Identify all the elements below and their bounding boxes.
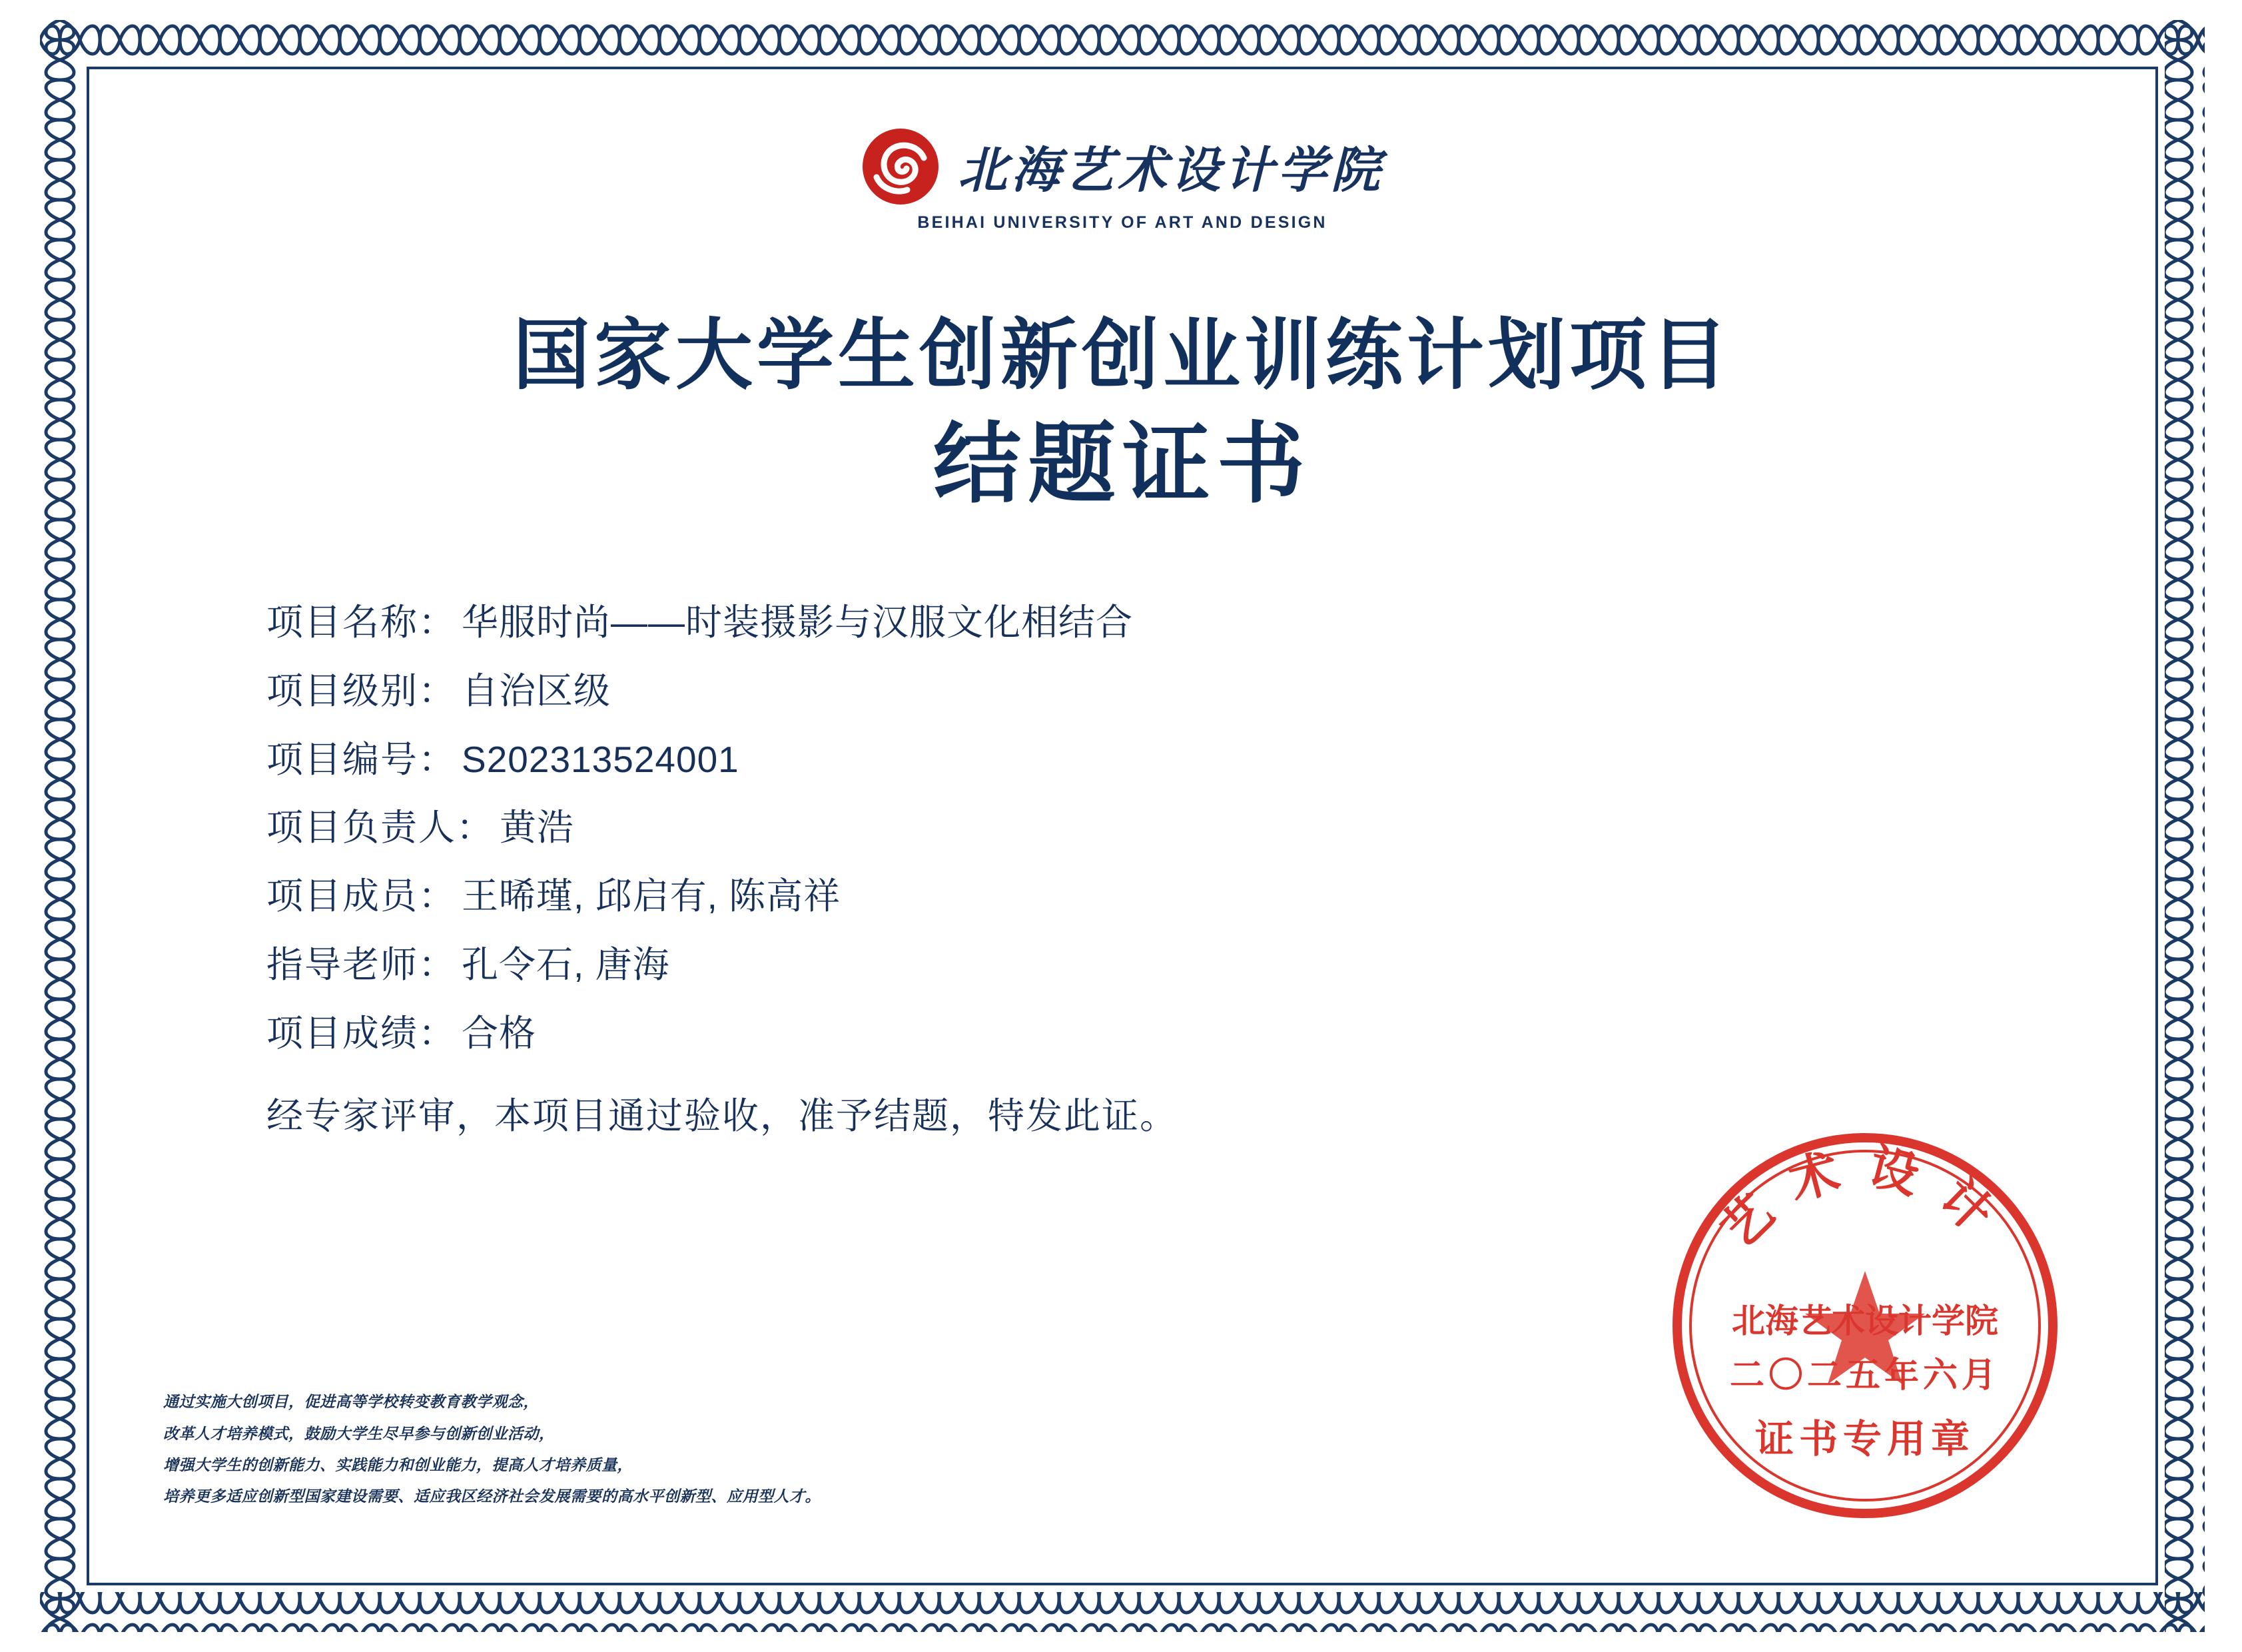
footer-note xyxy=(163,1386,821,1512)
field-row xyxy=(266,942,1865,988)
logo-name-cn: 北海艺术设计学院 xyxy=(958,144,1384,199)
field-value-project-name: 华服时尚——时装摄影与汉服文化相结合 xyxy=(462,602,1134,643)
logo-row xyxy=(861,127,1384,206)
field-label-advisors: 指导老师： xyxy=(266,943,457,985)
field-row xyxy=(266,873,1865,919)
footer-note-line: 改革人才培养模式，鼓励大学生尽早参与创新创业活动， xyxy=(163,1424,555,1442)
footer-note-line: 通过实施大创项目，促进高等学校转变教育教学观念， xyxy=(163,1393,539,1411)
field-label-project-level: 项目级别： xyxy=(266,669,457,711)
spiral-wave-logo-icon xyxy=(861,127,940,206)
field-value-project-level: 自治区级 xyxy=(462,669,611,711)
field-row xyxy=(266,737,1865,783)
seal-arc-text: 艺术设计 xyxy=(1711,1139,2019,1259)
field-value-project-leader: 黄浩 xyxy=(500,807,575,849)
field-row xyxy=(266,805,1865,851)
certificate-title-line2: 结题证书 xyxy=(933,416,1311,514)
institution-logo xyxy=(861,127,1384,232)
seal-center-line1: 北海艺术设计学院 xyxy=(1732,1302,1998,1340)
seal-center-line2: 二〇二五年六月 xyxy=(1729,1357,2001,1395)
footer-note-line: 增强大学生的创新能力、实践能力和创业能力，提高人才培养质量， xyxy=(163,1455,633,1473)
field-label-project-name: 项目名称： xyxy=(266,602,457,643)
certificate-statement: 经专家评审，本项目通过验收，准予结题，特发此证。 xyxy=(266,1095,1178,1137)
seal-bottom-text: 证书专用章 xyxy=(1754,1418,1976,1461)
field-row xyxy=(266,668,1865,714)
field-label-project-leader: 项目负责人： xyxy=(266,807,495,849)
svg-text:艺术设计 xyxy=(1712,1139,2019,1258)
field-row xyxy=(266,1011,1865,1056)
field-value-advisors: 孔令石, 唐海 xyxy=(462,943,670,985)
field-label-project-members: 项目成员： xyxy=(266,875,457,917)
fields-list xyxy=(266,600,1865,1139)
field-label-project-number: 项目编号： xyxy=(266,738,457,780)
official-seal xyxy=(1665,1126,2065,1525)
field-value-project-number: S202313524001 xyxy=(462,738,739,780)
logo-name-en: BEIHAI UNIVERSITY OF ART AND DESIGN xyxy=(917,213,1327,232)
field-value-grade: 合格 xyxy=(462,1012,537,1054)
field-row xyxy=(266,600,1865,645)
field-label-grade: 项目成绩： xyxy=(266,1012,457,1054)
field-value-project-members: 王晞瑾, 邱启有, 陈高祥 xyxy=(462,875,841,917)
footer-note-line: 培养更多适应创新型国家建设需要、适应我区经济社会发展需要的高水平创新型、应用型人才。 xyxy=(163,1487,821,1505)
certificate-content xyxy=(100,73,2145,1579)
certificate-title-line1: 国家大学生创新创业训练计划项目 xyxy=(513,314,1732,399)
